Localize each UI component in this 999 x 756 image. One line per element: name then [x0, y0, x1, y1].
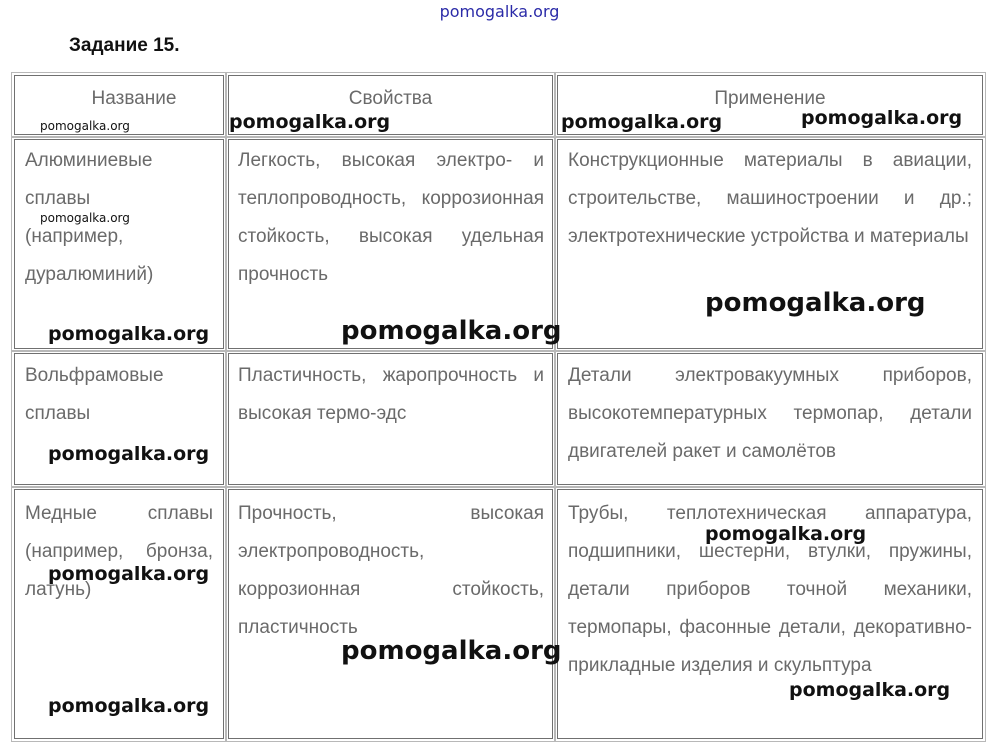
watermark: pomogalka.org	[789, 679, 951, 701]
watermark: pomogalka.org	[341, 636, 562, 666]
watermark: pomogalka.org	[705, 288, 926, 318]
task-title: Задание 15.	[69, 35, 180, 56]
row-name-copper: Медные сплавы (например, бронза, латунь)	[25, 503, 213, 600]
column-header-properties: Свойства	[348, 88, 433, 109]
site-header-link[interactable]: pomogalka.org	[439, 2, 560, 21]
watermark: pomogalka.org	[48, 443, 210, 465]
watermark: pomogalka.org	[341, 316, 562, 346]
row-application-tungsten: Детали электровакуумных приборов, высокотемпературных термопар, детали двигателей ракет и самолётов	[568, 365, 972, 462]
column-header-name: Название	[91, 88, 177, 109]
row-properties-aluminium: Легкость, высокая электро- и теплопроводность, коррозионная стойкость, высокая удельная прочность	[238, 150, 544, 285]
watermark: pomogalka.org	[48, 323, 210, 345]
watermark: pomogalka.org	[705, 523, 867, 545]
row-application-aluminium: Конструкционные материалы в авиации, строительстве, машиностроении и др.; электротехнические устройства и материалы	[568, 150, 972, 247]
row-properties-copper: Прочность, высокая электропроводность, коррозионная стойкость, пластичность	[238, 503, 544, 638]
watermark: pomogalka.org	[801, 107, 963, 129]
row-application-copper: Трубы, теплотехническая аппаратура, подшипники, шестерни, втулки, пружины, детали приборов точной механики, термопары, фасонные детали, декоративно-прикладные изделия и скульптура	[568, 503, 972, 676]
watermark: pomogalka.org	[48, 563, 210, 585]
watermark: pomogalka.org	[40, 119, 130, 133]
row-name-tungsten: Вольфрамовые сплавы	[25, 365, 164, 424]
watermark: pomogalka.org	[48, 695, 210, 717]
row-properties-tungsten: Пластичность, жаропрочность и высокая термо-эдс	[238, 365, 544, 424]
watermark: pomogalka.org	[40, 211, 130, 225]
column-header-application: Применение	[714, 88, 826, 109]
watermark: pomogalka.org	[561, 111, 723, 133]
watermark: pomogalka.org	[229, 111, 391, 133]
row-name-aluminium: Алюминиевые сплавы (например, дуралюминий)	[25, 150, 154, 285]
